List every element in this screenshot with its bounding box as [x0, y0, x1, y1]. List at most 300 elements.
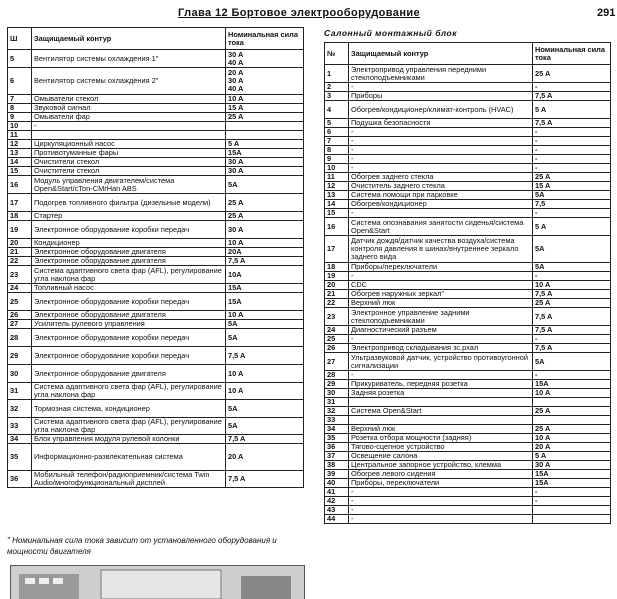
fuse-number: 20 — [8, 239, 32, 248]
fuse-number: 10 — [8, 122, 32, 131]
fuse-number: 9 — [325, 155, 349, 164]
fuse-number: 41 — [325, 488, 349, 497]
fuse-number: 4 — [325, 101, 349, 119]
rated-current — [533, 416, 611, 425]
fuse-number: 32 — [8, 400, 32, 418]
fuse-number: 33 — [8, 418, 32, 435]
circuit-name: Тягово-сцепное устройство — [349, 443, 533, 452]
fuse-row — [8, 444, 304, 471]
rated-current: 5A — [226, 320, 304, 329]
fuse-number: 13 — [8, 149, 32, 158]
fuse-row — [8, 176, 304, 194]
engine-fuse-rows — [8, 50, 304, 488]
fuse-number: 29 — [325, 380, 349, 389]
fuse-number: 11 — [8, 131, 32, 140]
rated-current: 7,5 A — [533, 326, 611, 335]
rated-current: 7,5 A — [533, 119, 611, 128]
rated-current: 7,5 A — [533, 344, 611, 353]
fuse-row — [8, 221, 304, 239]
circuit-name: Кондиционер — [32, 239, 226, 248]
rated-current: - — [533, 83, 611, 92]
circuit-name: Датчик дождя/датчик качества воздуха/система контроля давления в шинах/внутреннее зеркало заднего вида — [349, 236, 533, 263]
fuse-number: 16 — [325, 218, 349, 236]
fuse-number: 27 — [8, 320, 32, 329]
rated-current: - — [533, 488, 611, 497]
fuse-number: 42 — [325, 497, 349, 506]
fuse-number: 44 — [325, 515, 349, 524]
fuse-number: 23 — [325, 308, 349, 326]
circuit-name: Обогрев/кондиционер/климат-контроль (HVAC) — [349, 101, 533, 119]
circuit-name: Верхний люк — [349, 425, 533, 434]
rated-current: 7,5 A — [226, 471, 304, 488]
rated-current: 7,5 — [533, 200, 611, 209]
rated-current: 20A — [226, 248, 304, 257]
rated-current: 10 A — [226, 365, 304, 383]
rated-current: - — [533, 146, 611, 155]
fuse-row — [8, 435, 304, 444]
circuit-name: Подогрев топливного фильтра (дизельные модели) — [32, 194, 226, 212]
fuse-number: 17 — [8, 194, 32, 212]
circuit-name: Электропривод складывания зс.рхал — [349, 344, 533, 353]
circuit-name: Модуль управления двигателем/система Open&Start/cTon-CMrHan ABS — [32, 176, 226, 194]
rated-current: 7,5 A — [533, 92, 611, 101]
fuse-row — [8, 194, 304, 212]
rated-current: 10 A — [533, 434, 611, 443]
circuit-name: - — [349, 488, 533, 497]
fuse-row — [8, 239, 304, 248]
fuse-row — [325, 299, 611, 308]
fuse-number: 30 — [8, 365, 32, 383]
circuit-name — [349, 416, 533, 425]
circuit-name: Очистители стекол — [32, 158, 226, 167]
fuse-row — [325, 407, 611, 416]
fuse-number: 5 — [8, 50, 32, 68]
fuse-row — [325, 146, 611, 155]
fuse-number: 24 — [325, 326, 349, 335]
page-header — [0, 4, 617, 24]
fuse-row — [8, 113, 304, 122]
fuse-number: 15 — [8, 167, 32, 176]
circuit-name: Стартер — [32, 212, 226, 221]
circuit-name: Прикуриватель, передняя розетка — [349, 380, 533, 389]
fuse-number: 21 — [325, 290, 349, 299]
fuse-number: 31 — [8, 383, 32, 400]
circuit-name — [32, 131, 226, 140]
rated-current: 7,5 A — [226, 347, 304, 365]
fuse-row — [8, 418, 304, 435]
circuit-name: Электронное оборудование двигателя — [32, 365, 226, 383]
circuit-name: Противотуманные фары — [32, 149, 226, 158]
circuit-name: - — [349, 83, 533, 92]
fuse-row — [325, 497, 611, 506]
fuse-row — [325, 515, 611, 524]
fuse-number: 12 — [325, 182, 349, 191]
cabin-fuse-table — [324, 42, 611, 524]
circuit-name: Тормозная система, кондиционер — [32, 400, 226, 418]
col-header-current: Номинальная сила тока — [226, 28, 304, 50]
circuit-name: Система адаптивного света фар (AFL), регулирование угла наклона фар — [32, 383, 226, 400]
circuit-name: Очистители стекол — [32, 167, 226, 176]
fuse-row — [8, 50, 304, 68]
rated-current: 5 A — [533, 218, 611, 236]
fuse-number: 3 — [325, 92, 349, 101]
rated-current: - — [533, 209, 611, 218]
fuse-row — [325, 506, 611, 515]
fuse-number: 28 — [8, 329, 32, 347]
fuse-row — [325, 128, 611, 137]
rated-current: 15A — [226, 149, 304, 158]
circuit-name: Освещение салона — [349, 452, 533, 461]
circuit-name: Электронное оборудование коробки передач — [32, 221, 226, 239]
fuse-number: 14 — [8, 158, 32, 167]
col-header-circuit: Защищаемый контур — [32, 28, 226, 50]
circuit-name: - — [349, 335, 533, 344]
rated-current: 25 A — [533, 425, 611, 434]
fuse-row — [325, 335, 611, 344]
circuit-name: Верхний люк — [349, 299, 533, 308]
fuse-number: 39 — [325, 470, 349, 479]
fuse-row — [325, 101, 611, 119]
fuse-row — [325, 155, 611, 164]
fuse-number: 27 — [325, 353, 349, 371]
circuit-name: Обогрев наружных зеркал" — [349, 290, 533, 299]
rated-current: - — [533, 137, 611, 146]
rated-current: - — [533, 497, 611, 506]
rated-current: 5A — [533, 353, 611, 371]
fuse-number: 40 — [325, 479, 349, 488]
fuse-number: 24 — [8, 284, 32, 293]
fuse-row — [8, 68, 304, 95]
fuse-row — [325, 452, 611, 461]
fuse-number: 20 — [325, 281, 349, 290]
fuse-row — [325, 164, 611, 173]
fuse-number: 11 — [325, 173, 349, 182]
circuit-name: Омыватели стекол — [32, 95, 226, 104]
footnote: " Номинальная сила тока зависит от установленного оборудования и мощности двигателя — [7, 536, 277, 556]
fuse-row — [8, 104, 304, 113]
fuse-number: 25 — [325, 335, 349, 344]
rated-current: 30 A — [533, 461, 611, 470]
fuse-row — [325, 416, 611, 425]
fuse-row — [325, 344, 611, 353]
cabin-fuse-rows — [325, 65, 611, 524]
rated-current: 20 A — [533, 443, 611, 452]
fuse-number: 28 — [325, 371, 349, 380]
engine-fuse-table — [7, 27, 304, 488]
rated-current: 10 A — [226, 311, 304, 320]
circuit-name: Омыватели фар — [32, 113, 226, 122]
circuit-name: - — [349, 209, 533, 218]
circuit-name: Обогрев левого сидения — [349, 470, 533, 479]
fuse-row — [8, 167, 304, 176]
fuse-row — [325, 470, 611, 479]
circuit-name: Система Open&Start — [349, 407, 533, 416]
rated-current: 10 A — [226, 239, 304, 248]
circuit-name: Система помощи при парковке — [349, 191, 533, 200]
fuse-row — [325, 353, 611, 371]
rated-current: 15 A — [533, 182, 611, 191]
rated-current: 10 A — [226, 383, 304, 400]
fuse-row — [8, 311, 304, 320]
circuit-name: Вентилятор системы охлаждения 2" — [32, 68, 226, 95]
rated-current: 7,5 A — [533, 290, 611, 299]
rated-current: 10 A — [533, 389, 611, 398]
rated-current: 7,5 A — [226, 435, 304, 444]
fuse-number: 32 — [325, 407, 349, 416]
fuse-row — [8, 212, 304, 221]
rated-current: 5A — [226, 400, 304, 418]
fuse-number: 29 — [8, 347, 32, 365]
fuse-row — [8, 158, 304, 167]
fuse-row — [325, 425, 611, 434]
circuit-name: Ультразвуковой датчик, устройство противоугонной сигнализации — [349, 353, 533, 371]
fuse-row — [8, 257, 304, 266]
fuse-number: 15 — [325, 209, 349, 218]
circuit-name: - — [349, 506, 533, 515]
fuse-row — [8, 140, 304, 149]
fuse-number: 43 — [325, 506, 349, 515]
rated-current: 5A — [533, 263, 611, 272]
fuse-number: 5 — [325, 119, 349, 128]
rated-current: 30 A — [226, 221, 304, 239]
rated-current: 20 A 30 A 40 A — [226, 68, 304, 95]
fuse-number: 21 — [8, 248, 32, 257]
fuse-number: 18 — [325, 263, 349, 272]
fuse-number: 26 — [325, 344, 349, 353]
fuse-row — [8, 284, 304, 293]
circuit-name: Электронное оборудование двигателя — [32, 248, 226, 257]
circuit-name: - — [349, 515, 533, 524]
fuse-row — [325, 218, 611, 236]
rated-current: 15A — [533, 470, 611, 479]
rated-current — [226, 131, 304, 140]
fuse-number: 22 — [325, 299, 349, 308]
circuit-name: Циркуляционный насос — [32, 140, 226, 149]
rated-current: 7,5 A — [533, 308, 611, 326]
col-header-number: № — [325, 43, 349, 65]
fuse-number: 22 — [8, 257, 32, 266]
rated-current: - — [533, 155, 611, 164]
rated-current — [226, 122, 304, 131]
circuit-name: Электронное оборудование коробки передач — [32, 347, 226, 365]
fuse-number: 8 — [325, 146, 349, 155]
fuse-number: 34 — [325, 425, 349, 434]
col-header-circuit: Защищаемый контур — [349, 43, 533, 65]
circuit-name: Топливный насос — [32, 284, 226, 293]
rated-current: 5 A — [226, 140, 304, 149]
fuse-row — [325, 371, 611, 380]
fuse-row — [325, 389, 611, 398]
rated-current: - — [533, 164, 611, 173]
fuse-number: 23 — [8, 266, 32, 284]
fuse-row — [325, 380, 611, 389]
fuse-number: 36 — [325, 443, 349, 452]
rated-current: 5A — [226, 418, 304, 435]
fuse-number: 38 — [325, 461, 349, 470]
rated-current: 5 A — [533, 101, 611, 119]
rated-current: 20 A — [226, 444, 304, 471]
fuse-box-photo — [10, 565, 305, 599]
fuse-number: 8 — [8, 104, 32, 113]
fuse-row — [325, 461, 611, 470]
rated-current: 15A — [533, 380, 611, 389]
circuit-name: Приборы, переключатели — [349, 479, 533, 488]
rated-current: 25 A — [533, 65, 611, 83]
rated-current: 10A — [226, 266, 304, 284]
fuse-row — [325, 326, 611, 335]
circuit-name: - — [349, 146, 533, 155]
rated-current: 30 A — [226, 158, 304, 167]
rated-current: 15A — [226, 293, 304, 311]
circuit-name: Электронное оборудование двигателя — [32, 311, 226, 320]
rated-current: 25 A — [533, 407, 611, 416]
fuse-row — [325, 263, 611, 272]
circuit-name: Задняя розетка — [349, 389, 533, 398]
fuse-number: 7 — [325, 137, 349, 146]
rated-current: 5A — [226, 176, 304, 194]
rated-current: 25 A — [533, 173, 611, 182]
col-header-current: Номинальная сила тока — [533, 43, 611, 65]
fuse-row — [325, 191, 611, 200]
fuse-number: 26 — [8, 311, 32, 320]
fuse-row — [325, 200, 611, 209]
fuse-number: 30 — [325, 389, 349, 398]
circuit-name: Электронное оборудование коробки передач — [32, 293, 226, 311]
fuse-row — [8, 149, 304, 158]
fuse-row — [325, 173, 611, 182]
fuse-row — [8, 347, 304, 365]
fuse-row — [325, 434, 611, 443]
circuit-name: Розетка отбора мощности (задняя) — [349, 434, 533, 443]
fuse-number: 35 — [8, 444, 32, 471]
rated-current: 5 A — [533, 452, 611, 461]
circuit-name: Информационно-развлекательная система — [32, 444, 226, 471]
fuse-number: 37 — [325, 452, 349, 461]
fuse-row — [8, 266, 304, 284]
fuse-number: 12 — [8, 140, 32, 149]
circuit-name: - — [349, 155, 533, 164]
fuse-row — [325, 308, 611, 326]
circuit-name: Электронное оборудование коробки передач — [32, 329, 226, 347]
fuse-number: 36 — [8, 471, 32, 488]
circuit-name: Система опознавания занятости сиденья/система Open&Start — [349, 218, 533, 236]
fuse-number: 10 — [325, 164, 349, 173]
rated-current: 25 A — [533, 299, 611, 308]
fuse-number: 34 — [8, 435, 32, 444]
fuse-row — [8, 131, 304, 140]
fuse-row — [325, 443, 611, 452]
fuse-row — [8, 400, 304, 418]
circuit-name: Электронное управление задними стеклоподъемниками — [349, 308, 533, 326]
fuse-number: 31 — [325, 398, 349, 407]
circuit-name: Звуковой сигнал — [32, 104, 226, 113]
circuit-name: Усилитель рулевого управления — [32, 320, 226, 329]
fuse-row — [325, 398, 611, 407]
rated-current: - — [533, 371, 611, 380]
rated-current: 25 A — [226, 194, 304, 212]
circuit-name: - — [349, 137, 533, 146]
rated-current: 5A — [226, 329, 304, 347]
fuse-number: 19 — [325, 272, 349, 281]
circuit-name: Обогрев заднего стекла — [349, 173, 533, 182]
circuit-name — [349, 398, 533, 407]
fuse-row — [325, 290, 611, 299]
circuit-name: - — [349, 164, 533, 173]
circuit-name: - — [32, 122, 226, 131]
circuit-name: Вентилятор системы охлаждения 1" — [32, 50, 226, 68]
circuit-name: CDC — [349, 281, 533, 290]
circuit-name: - — [349, 128, 533, 137]
fuse-row — [8, 95, 304, 104]
circuit-name: - — [349, 497, 533, 506]
fuse-number: 13 — [325, 191, 349, 200]
fuse-row — [325, 137, 611, 146]
fuse-row — [325, 209, 611, 218]
circuit-name: Система адаптивного света фар (AFL), регулирование угла наклона фар — [32, 266, 226, 284]
fuse-row — [8, 248, 304, 257]
fuse-row — [325, 92, 611, 101]
circuit-name: Центральное запорное устройство, клемма — [349, 461, 533, 470]
fuse-row — [325, 272, 611, 281]
fuse-row — [8, 365, 304, 383]
circuit-name: Очиститель заднего стекла — [349, 182, 533, 191]
rated-current: 15 A — [226, 104, 304, 113]
fuse-row — [325, 281, 611, 290]
fuse-number: 16 — [8, 176, 32, 194]
fuse-row — [325, 488, 611, 497]
circuit-name: - — [349, 272, 533, 281]
fuse-number: 6 — [8, 68, 32, 95]
fuse-number: 33 — [325, 416, 349, 425]
fuse-row — [8, 329, 304, 347]
rated-current: 30 A — [226, 167, 304, 176]
fuse-row — [325, 119, 611, 128]
rated-current: 5A — [533, 191, 611, 200]
fuse-number: 14 — [325, 200, 349, 209]
fuse-number: 6 — [325, 128, 349, 137]
circuit-name: Блок управления модуля рулевой колонки — [32, 435, 226, 444]
rated-current: 15A — [533, 479, 611, 488]
rated-current: 30 A 40 A — [226, 50, 304, 68]
circuit-name: Электропривод управления передними стеклоподъемниками — [349, 65, 533, 83]
fuse-number: 35 — [325, 434, 349, 443]
circuit-name: Приборы — [349, 92, 533, 101]
fuse-number: 17 — [325, 236, 349, 263]
rated-current: 10 A — [533, 281, 611, 290]
fuse-row — [8, 122, 304, 131]
fuse-row — [8, 293, 304, 311]
rated-current — [533, 506, 611, 515]
circuit-name: - — [349, 371, 533, 380]
fuse-number: 7 — [8, 95, 32, 104]
fuse-number: 2 — [325, 83, 349, 92]
fuse-row — [325, 182, 611, 191]
circuit-name: Обогрев/кондиционер — [349, 200, 533, 209]
fuse-row — [325, 479, 611, 488]
fuse-row — [325, 236, 611, 263]
fuse-row — [8, 383, 304, 400]
fuse-row — [8, 471, 304, 488]
circuit-name: Электронное оборудование двигателя — [32, 257, 226, 266]
rated-current — [533, 398, 611, 407]
rated-current: 7,5 A — [226, 257, 304, 266]
fuse-number: 9 — [8, 113, 32, 122]
circuit-name: Подушка безопасности — [349, 119, 533, 128]
rated-current: 5A — [533, 236, 611, 263]
fuse-number: 18 — [8, 212, 32, 221]
chapter-title: Глава 12 Бортовое электрооборудование — [178, 7, 421, 19]
fuse-row — [325, 83, 611, 92]
